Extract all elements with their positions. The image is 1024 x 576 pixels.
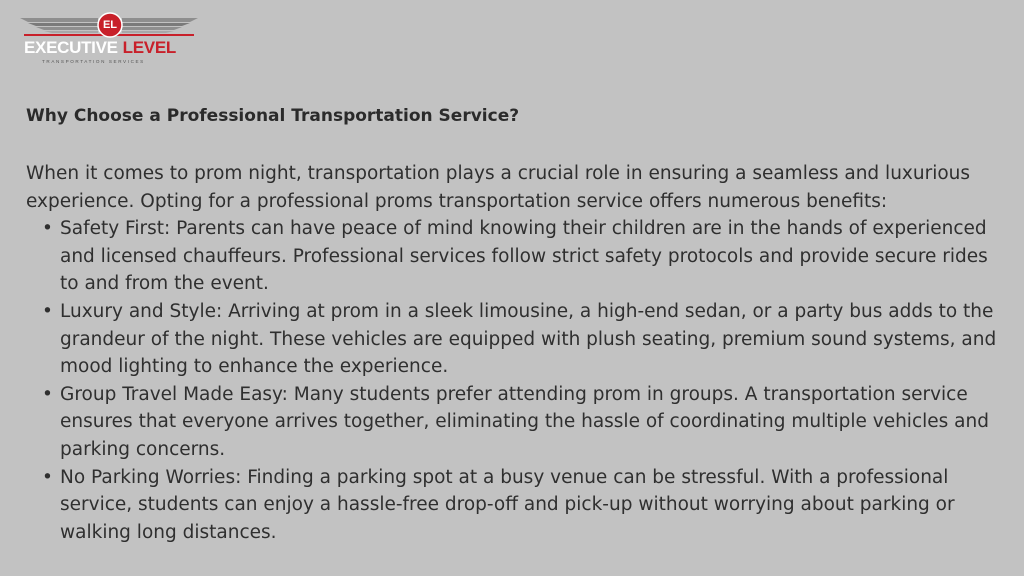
benefit-text: Safety First: Parents can have peace of mind knowing their children are in the hands of experienced and licensed chauffeurs. Professional services follow strict safety protocols and provide secure rides to and from the event. — [60, 218, 988, 295]
benefits-list — [26, 215, 1001, 546]
brand-initials: EL — [102, 19, 118, 31]
benefit-text: Group Travel Made Easy: Many students prefer attending prom in groups. A transportation service ensures that everyone arrives together, eliminating the hassle of coordinating multiple vehicles and parking concerns. — [60, 383, 989, 460]
section-heading: Why Choose a Professional Transportation Service? — [26, 106, 520, 126]
brand-logo — [18, 12, 200, 68]
intro-paragraph: When it comes to prom night, transportation plays a crucial role in ensuring a seamless and luxurious experience. Opting for a professional proms transportation service offers numerous benefits: — [26, 163, 971, 212]
list-item-group-travel — [26, 381, 1001, 464]
list-item-parking — [26, 464, 1001, 547]
list-item-luxury — [26, 298, 1001, 381]
bullet-icon: • — [42, 383, 53, 405]
bullet-icon: • — [42, 466, 53, 488]
article-body — [26, 160, 1001, 546]
bullet-icon: • — [42, 218, 53, 240]
brand-name-part1: EXECUTIVE — [24, 38, 118, 57]
brand-tagline: TRANSPORTATION SERVICES — [42, 59, 145, 64]
benefit-text: Luxury and Style: Arriving at prom in a sleek limousine, a high-end sedan, or a party bus adds to the grandeur of the night. These vehicles are equipped with plush seating, premium sound systems, and mood lighting to enhance the experience. — [60, 300, 997, 378]
bullet-icon: • — [42, 300, 53, 322]
benefit-text: No Parking Worries: Finding a parking spot at a busy venue can be stressful. With a professional service, students can enjoy a hassle-free drop-off and pick-up without worrying about parking or walking long distances. — [60, 466, 955, 543]
list-item-safety — [26, 215, 1001, 298]
brand-name-part2: LEVEL — [122, 38, 176, 57]
brand-name — [24, 38, 176, 58]
